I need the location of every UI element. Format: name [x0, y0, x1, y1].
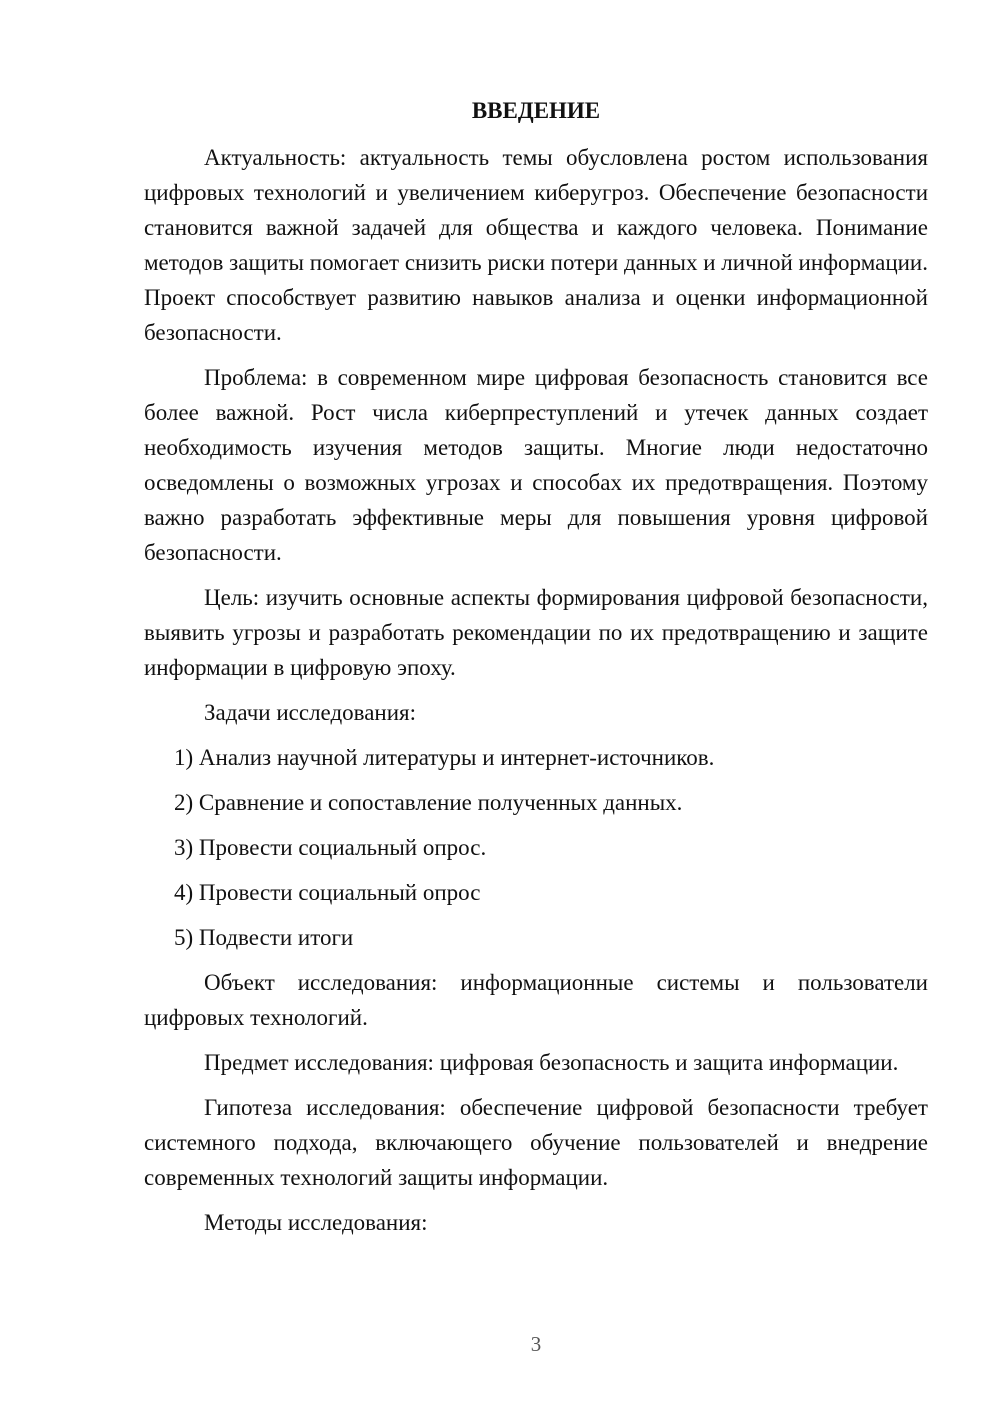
methods-heading: Методы исследования:: [204, 1210, 428, 1235]
page-number: 3: [530, 1332, 542, 1356]
paragraph-object: Объект исследования: информационные системы и пользователи цифровых технологий.: [144, 970, 928, 1030]
paragraph-goal: Цель: изучить основные аспекты формирования цифровой безопасности, выявить угрозы и разработать рекомендации по их предотвращению и защите информации в цифровую эпоху.: [144, 585, 928, 680]
paragraph-hypothesis: Гипотеза исследования: обеспечение цифровой безопасности требует системного подхода, включающего обучение пользователей и внедрение современных технологий защиты информации.: [144, 1095, 928, 1190]
page-content: [144, 96, 928, 1250]
list-item: 3) Провести социальный опрос.: [174, 835, 487, 860]
list-item: 4) Провести социальный опрос: [174, 880, 481, 905]
paragraph-subject: Предмет исследования: цифровая безопасность и защита информации.: [204, 1050, 899, 1075]
list-item: 5) Подвести итоги: [174, 925, 354, 950]
paragraph-relevance: Актуальность: актуальность темы обусловлена ростом использования цифровых технологий и увеличением киберугроз. Обеспечение безопасности становится важной задачей для общества и каждого человека. Понимание методов защиты помогает снизить риски потери данных и личной информации. Проект способствует развитию навыков анализа и оценки информационной безопасности.: [144, 145, 928, 345]
tasks-list: [144, 740, 928, 955]
page-title: ВВЕДЕНИЕ: [471, 98, 601, 123]
list-item: 1) Анализ научной литературы и интернет-источников.: [174, 745, 715, 770]
list-item: 2) Сравнение и сопоставление полученных данных.: [174, 790, 683, 815]
paragraph-problem: Проблема: в современном мире цифровая безопасность становится все более важной. Рост числа киберпреступлений и утечек данных создает необходимость изучения методов защиты. Многие люди недостаточно осведомлены о возможных угрозах и способах их предотвращения. Поэтому важно разработать эффективные меры для повышения уровня цифровой безопасности.: [144, 365, 928, 565]
tasks-heading: Задачи исследования:: [204, 700, 417, 725]
